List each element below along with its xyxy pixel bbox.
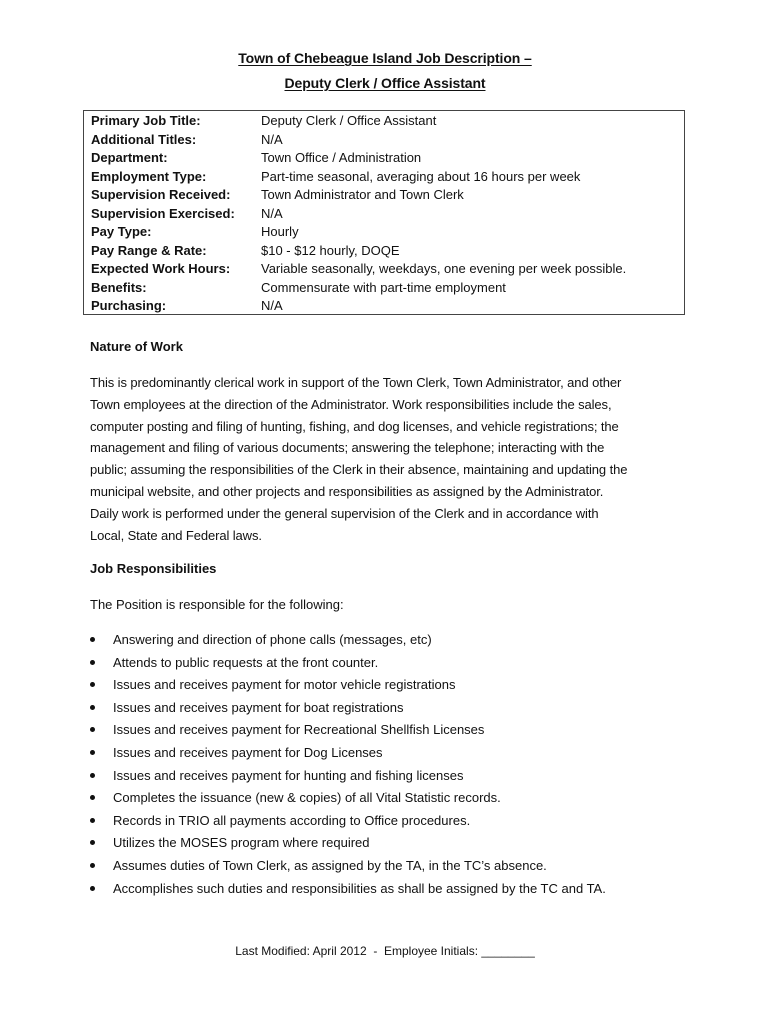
list-item-text: Attends to public requests at the front counter. (113, 654, 379, 670)
responsibilities-intro: The Position is responsible for the following: (90, 597, 344, 612)
info-value: Part-time seasonal, averaging about 16 hours per week (261, 168, 581, 184)
list-item-text: Accomplishes such duties and responsibilities as shall be assigned by the TC and TA. (113, 880, 606, 896)
info-value: N/A (261, 205, 283, 221)
info-value: Town Office / Administration (261, 150, 422, 165)
info-label: Expected Work Hours: (91, 261, 231, 276)
list-item (90, 652, 690, 675)
list-item (90, 787, 690, 810)
bullet-icon (90, 795, 95, 800)
list-item-text: Records in TRIO all payments according to Office procedures. (113, 812, 471, 828)
document-title-text-2: Deputy Clerk / Office Assistant (284, 75, 486, 91)
info-label: Primary Job Title: (91, 113, 201, 128)
list-item-text: Issues and receives payment for Recreational Shellfish Licenses (113, 722, 485, 738)
info-label: Supervision Exercised: (91, 205, 235, 221)
info-value: N/A (261, 131, 283, 147)
info-label: Employment Type: (91, 168, 207, 184)
info-row-pay-type (84, 224, 684, 242)
paragraph-line: management and filing of various documents; answering the telephone; interacting with the (90, 440, 605, 456)
bullet-icon (90, 682, 95, 687)
paragraph-line: Daily work is performed under the general supervision of the Clerk and in accordance with (90, 505, 599, 521)
list-item (90, 719, 690, 742)
info-label: Additional Titles: (91, 131, 197, 147)
info-value: Hourly (261, 224, 299, 239)
info-value: Town Administrator and Town Clerk (261, 187, 464, 202)
paragraph-line: computer posting and filing of hunting, fishing, and dog licenses, and vehicle registrations; the (90, 418, 619, 434)
list-item-text: Issues and receives payment for boat registrations (113, 699, 404, 715)
info-label: Supervision Received: (91, 187, 231, 202)
list-item (90, 629, 690, 652)
bullet-icon (90, 840, 95, 845)
info-value: $10 - $12 hourly, DOQE (261, 242, 400, 258)
responsibilities-list (90, 629, 690, 900)
info-row-pay-range (84, 243, 684, 261)
list-item (90, 765, 690, 788)
document-title-text-1: Town of Chebeague Island Job Description – (238, 50, 532, 66)
info-value: N/A (261, 298, 283, 313)
info-row-employment-type (84, 169, 684, 187)
info-row-benefits (84, 280, 684, 298)
list-item-text: Issues and receives payment for hunting and fishing licenses (113, 767, 464, 783)
bullet-icon (90, 727, 95, 732)
bullet-icon (90, 863, 95, 868)
list-item (90, 697, 690, 720)
list-item (90, 742, 690, 765)
list-item (90, 878, 690, 901)
info-value: Deputy Clerk / Office Assistant (261, 113, 437, 128)
info-value: Commensurate with part-time employment (261, 279, 506, 295)
info-row-department (84, 150, 684, 168)
bullet-icon (90, 773, 95, 778)
list-item (90, 810, 690, 833)
info-row-expected-work-hours (84, 261, 684, 279)
info-value: Variable seasonally, weekdays, one evening per week possible. (261, 261, 627, 276)
nature-of-work-paragraph (90, 372, 690, 546)
list-item (90, 855, 690, 878)
footer-text: Last Modified: April 2012 - Employee Initials: ________ (235, 944, 535, 958)
list-item-text: Answering and direction of phone calls (messages, etc) (113, 632, 432, 647)
bullet-icon (90, 818, 95, 823)
info-row-primary-job-title (84, 113, 684, 131)
info-label: Pay Range & Rate: (91, 242, 207, 258)
document-title-line-2 (0, 75, 770, 91)
job-info-table (83, 110, 685, 315)
bullet-icon (90, 660, 95, 665)
list-item-text: Completes the issuance (new & copies) of all Vital Statistic records. (113, 790, 501, 806)
paragraph-line: This is predominantly clerical work in support of the Town Clerk, Town Administrator, and other (90, 375, 622, 390)
paragraph-line: Town employees at the direction of the Administrator. Work responsibilities include the sales, (90, 396, 612, 412)
info-label: Department: (91, 150, 168, 165)
list-item (90, 674, 690, 697)
info-label: Benefits: (91, 279, 147, 295)
bullet-icon (90, 637, 95, 642)
info-row-supervision-received (84, 187, 684, 205)
bullet-icon (90, 705, 95, 710)
info-label: Purchasing: (91, 298, 167, 313)
page-footer (0, 944, 770, 958)
document-title-line-1 (0, 50, 770, 66)
bullet-icon (90, 886, 95, 891)
bullet-icon (90, 750, 95, 755)
list-item-text: Assumes duties of Town Clerk, as assigned by the TA, in the TC’s absence. (113, 857, 547, 873)
job-responsibilities-heading: Job Responsibilities (90, 561, 217, 576)
info-label: Pay Type: (91, 224, 152, 239)
nature-of-work-heading: Nature of Work (90, 339, 183, 354)
paragraph-line: Local, State and Federal laws. (90, 527, 262, 543)
info-row-supervision-exercised (84, 206, 684, 224)
paragraph-line: public; assuming the responsibilities of the Clerk in their absence, maintaining and updating the (90, 462, 628, 478)
info-row-purchasing (84, 298, 684, 316)
info-row-additional-titles (84, 132, 684, 150)
list-item-text: Utilizes the MOSES program where required (113, 835, 370, 851)
paragraph-line: municipal website, and other projects and responsibilities as assigned by the Administrator. (90, 483, 604, 499)
list-item (90, 832, 690, 855)
list-item-text: Issues and receives payment for Dog Licenses (113, 744, 383, 760)
list-item-text: Issues and receives payment for motor vehicle registrations (113, 677, 456, 693)
